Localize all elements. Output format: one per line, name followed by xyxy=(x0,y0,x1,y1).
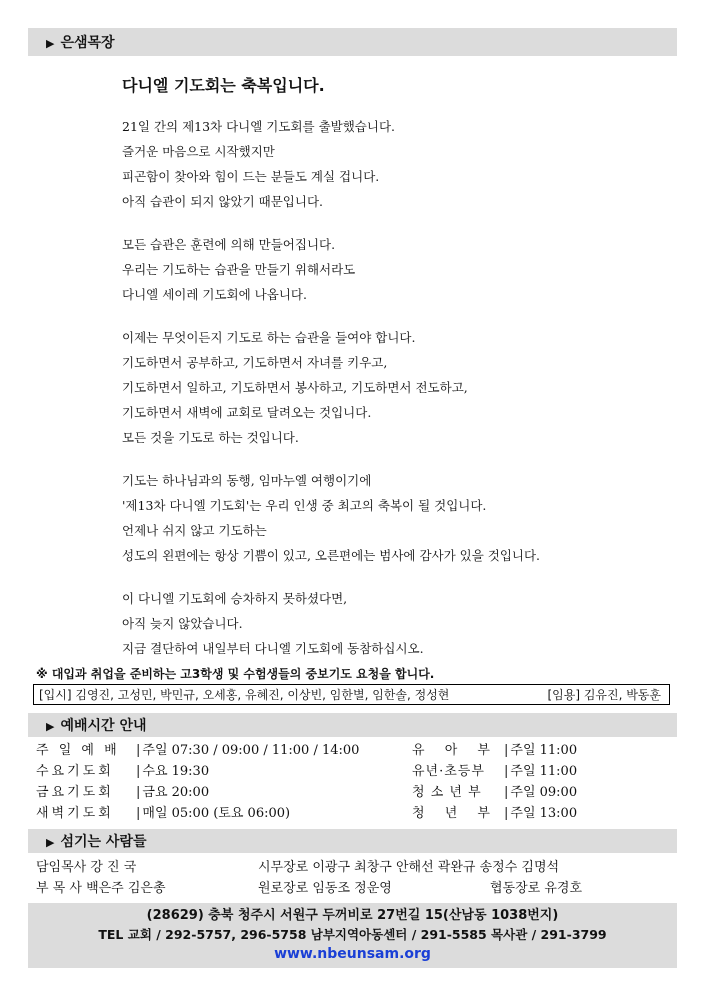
service-name: 유년·초등부 xyxy=(412,764,485,779)
church-website-link[interactable]: www.nbeunsam.org xyxy=(274,946,431,962)
text-line: 우리는 기도하는 습관을 만들기 위해서라도 xyxy=(122,262,356,277)
schedule-row xyxy=(36,782,359,803)
text-line: 아직 늦지 않았습니다. xyxy=(122,616,243,631)
service-time: 금요 20:00 xyxy=(142,785,210,800)
service-name: 수요기도회 xyxy=(36,764,114,779)
text-line: 아직 습관이 되지 않았기 때문입니다. xyxy=(122,194,323,209)
text-line: '제13차 다니엘 기도회'는 우리 인생 중 최고의 축복이 될 것입니다. xyxy=(122,498,487,513)
text-line: 이제는 무엇이든지 기도로 하는 습관을 들여야 합니다. xyxy=(122,330,416,345)
paragraph xyxy=(122,586,642,661)
service-name: 청 년 부 xyxy=(412,806,491,821)
section-title: 은샘목장 xyxy=(60,35,115,51)
service-name: 유 아 부 xyxy=(412,743,491,758)
schedule-row xyxy=(412,782,577,803)
text-line: 피곤함이 찾아와 힘이 드는 분들도 계실 겁니다. xyxy=(122,169,380,184)
schedule-row xyxy=(36,740,359,761)
section-header-staff xyxy=(28,829,677,853)
article-heading: 다니엘 기도회는 축복입니다. xyxy=(122,76,325,95)
schedule-row xyxy=(412,803,577,824)
service-time: 수요 19:30 xyxy=(142,764,210,779)
retired-elders: 원로장로 임동조 정운영 xyxy=(258,881,392,896)
teacher-exam-names: [임용] 김유진, 박동훈 xyxy=(547,688,661,702)
section-title: 섬기는 사람들 xyxy=(60,834,147,850)
separator: | xyxy=(504,764,509,779)
paragraph xyxy=(122,325,642,450)
separator: | xyxy=(136,785,141,800)
separator: | xyxy=(136,743,141,758)
associate-pastors: 부 목 사 백은주 김은총 xyxy=(36,881,166,896)
worship-schedule-right xyxy=(412,740,577,824)
service-time: 주일 07:30 / 09:00 / 11:00 / 14:00 xyxy=(142,743,360,758)
footer xyxy=(28,903,677,968)
cooperating-elders: 협동장로 유경호 xyxy=(490,881,583,896)
service-time: 주일 11:00 xyxy=(510,743,578,758)
paragraph xyxy=(122,114,642,214)
active-elders: 시무장로 이광구 최창구 안해선 곽완규 송정수 김명석 xyxy=(258,860,560,875)
text-line: 모든 습관은 훈련에 의해 만들어집니다. xyxy=(122,237,336,252)
separator: | xyxy=(504,785,509,800)
separator: | xyxy=(504,743,509,758)
text-line: 모든 것을 기도로 하는 것입니다. xyxy=(122,430,299,445)
text-line: 기도는 하나님과의 동행, 임마누엘 여행이기에 xyxy=(122,473,372,488)
separator: | xyxy=(136,806,141,821)
article-body xyxy=(122,114,642,679)
text-line: 21일 간의 제13차 다니엘 기도회를 출발했습니다. xyxy=(122,119,396,134)
service-time: 주일 13:00 xyxy=(510,806,578,821)
separator: | xyxy=(136,764,141,779)
text-line: 성도의 왼편에는 항상 기쁨이 있고, 오른편에는 범사에 감사가 있을 것입니다. xyxy=(122,548,541,563)
church-phones: TEL 교회 / 292-5757, 296-5758 남부지역아동센터 / 291-5585 목사관 / 291-3799 xyxy=(98,927,607,942)
paragraph xyxy=(122,232,642,307)
text-line: 기도하면서 새벽에 교회로 달려오는 것입니다. xyxy=(122,405,372,420)
text-line: 기도하면서 일하고, 기도하면서 봉사하고, 기도하면서 전도하고, xyxy=(122,380,468,395)
section-header-worship xyxy=(28,713,677,737)
text-line: 이 다니엘 기도회에 승차하지 못하셨다면, xyxy=(122,591,348,606)
section-header-eunsam xyxy=(28,28,677,56)
section-title: 예배시간 안내 xyxy=(60,718,147,734)
prayer-names-box xyxy=(33,684,670,705)
schedule-row xyxy=(412,761,577,782)
service-time: 매일 05:00 (토요 06:00) xyxy=(142,806,291,821)
triangle-icon: ▶ xyxy=(46,720,55,733)
prayer-request-notice: ※ 대입과 취업을 준비하는 고3학생 및 수험생들의 중보기도 요청을 합니다. xyxy=(36,667,435,681)
triangle-icon: ▶ xyxy=(46,836,55,849)
text-line: 즐거운 마음으로 시작했지만 xyxy=(122,144,275,159)
triangle-icon: ▶ xyxy=(46,37,55,50)
church-address: (28629) 충북 청주시 서원구 두꺼비로 27번길 15(산남동 1038번지) xyxy=(146,908,559,923)
service-time: 주일 09:00 xyxy=(510,785,578,800)
service-time: 주일 11:00 xyxy=(510,764,578,779)
exam-names: [입시] 김영진, 고성민, 박민규, 오세홍, 유혜진, 이상빈, 임한별, 임한솔, 정성현 xyxy=(39,688,450,702)
service-name: 금요기도회 xyxy=(36,785,114,800)
text-line: 언제나 쉬지 않고 기도하는 xyxy=(122,523,267,538)
service-name: 주 일 예 배 xyxy=(36,743,120,758)
schedule-row xyxy=(36,803,359,824)
separator: | xyxy=(504,806,509,821)
schedule-row xyxy=(412,740,577,761)
text-line: 다니엘 세이레 기도회에 나옵니다. xyxy=(122,287,307,302)
text-line: 지금 결단하여 내일부터 다니엘 기도회에 동참하십시오. xyxy=(122,641,424,656)
worship-schedule-left xyxy=(36,740,359,824)
paragraph xyxy=(122,468,642,568)
senior-pastor: 담임목사 강 진 국 xyxy=(36,860,137,875)
service-name: 청 소 년 부 xyxy=(412,785,482,800)
service-name: 새벽기도회 xyxy=(36,806,114,821)
schedule-row xyxy=(36,761,359,782)
text-line: 기도하면서 공부하고, 기도하면서 자녀를 키우고, xyxy=(122,355,388,370)
